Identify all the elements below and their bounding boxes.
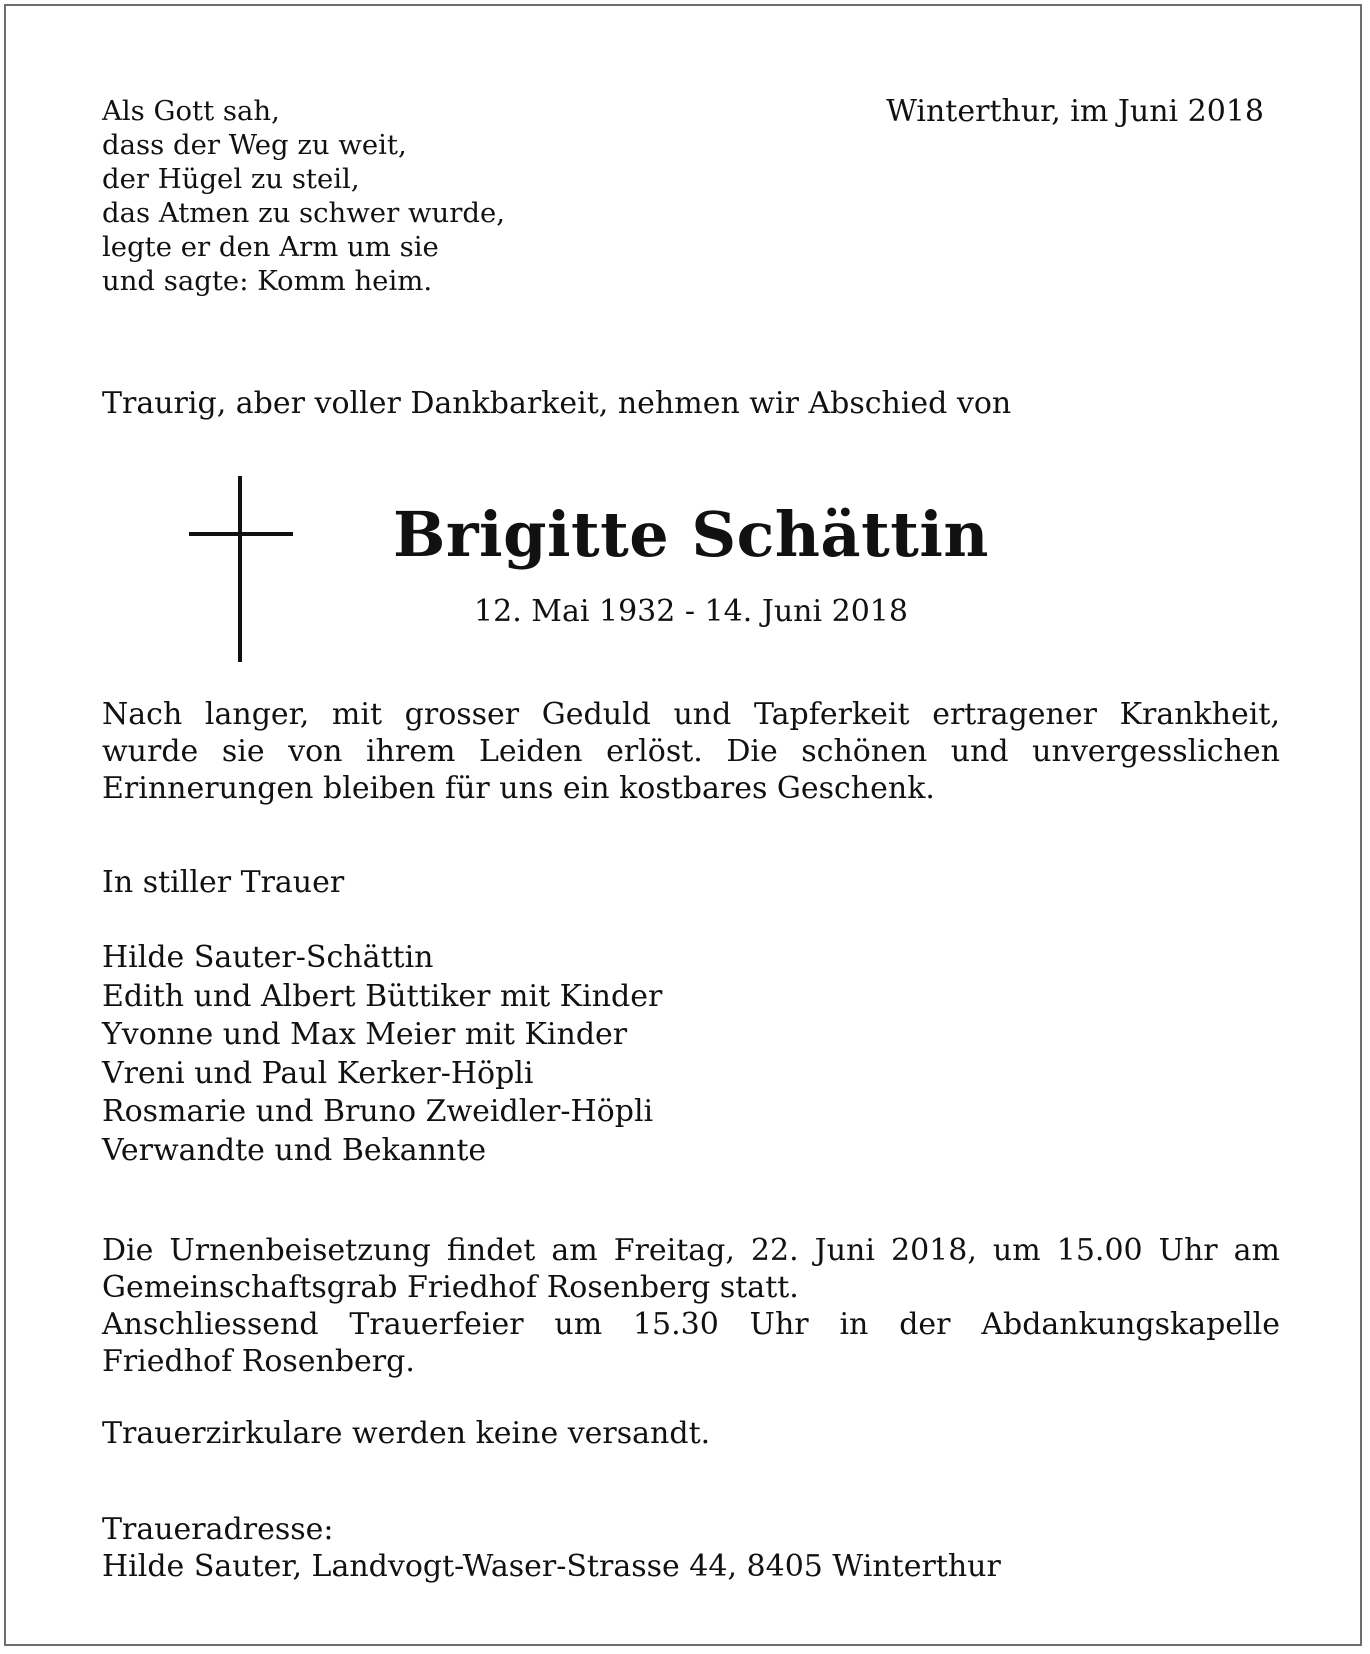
family-member: Verwandte und Bekannte (102, 1132, 487, 1168)
mourning-label: In stiller Trauer (102, 865, 345, 900)
no-letters-note: Trauerzirkulare werden keine versandt. (102, 1416, 711, 1451)
poem-line: dass der Weg zu weit, (102, 129, 407, 161)
poem (102, 94, 702, 298)
poem-line: das Atmen zu schwer wurde, (102, 197, 505, 229)
address-value: Hilde Sauter, Landvogt-Waser-Strasse 44, 8405 Winterthur (102, 1549, 1001, 1584)
message-line: Nach langer, mit grosser Geduld und Tapferkeit ertragener Krankheit, (102, 697, 1280, 732)
message-line: Erinnerungen bleiben für uns ein kostbares Geschenk. (102, 771, 935, 806)
poem-line: legte er den Arm um sie (102, 231, 439, 263)
ceremony-line: Anschliessend Trauerfeier um 15.30 Uhr in der Abdankungskapelle (102, 1307, 1280, 1342)
mourning-address (102, 1511, 1280, 1585)
place-date: Winterthur, im Juni 2018 (886, 94, 1264, 129)
ceremony-line: Gemeinschaftsgrab Friedhof Rosenberg statt. (102, 1270, 799, 1305)
family-member: Yvonne und Max Meier mit Kinder (102, 1017, 628, 1053)
address-label: Traueradresse: (102, 1512, 334, 1547)
life-dates: 12. Mai 1932 - 14. Juni 2018 (474, 594, 908, 629)
message-paragraph (102, 696, 1280, 807)
deceased-name: Brigitte Schättin (392, 498, 990, 571)
family-member: Vreni und Paul Kerker-Höpli (102, 1055, 534, 1091)
ceremony-paragraph (102, 1232, 1280, 1380)
obituary-frame (4, 4, 1362, 1646)
family-member: Edith und Albert Büttiker mit Kinder (102, 978, 663, 1014)
intro-text: Traurig, aber voller Dankbarkeit, nehmen wir Abschied von (102, 386, 1012, 421)
family-member: Hilde Sauter-Schättin (102, 940, 434, 975)
family-list (102, 939, 1280, 1171)
poem-line: und sagte: Komm heim. (102, 265, 433, 297)
ceremony-line: Die Urnenbeisetzung findet am Freitag, 22. Juni 2018, um 15.00 Uhr am (102, 1233, 1280, 1268)
poem-line: der Hügel zu steil, (102, 163, 360, 195)
ceremony-line: Friedhof Rosenberg. (102, 1344, 415, 1379)
poem-line: Als Gott sah, (102, 95, 280, 127)
message-line: wurde sie von ihrem Leiden erlöst. Die schönen und unvergesslichen (102, 734, 1280, 769)
family-member: Rosmarie und Bruno Zweidler-Höpli (102, 1094, 654, 1130)
